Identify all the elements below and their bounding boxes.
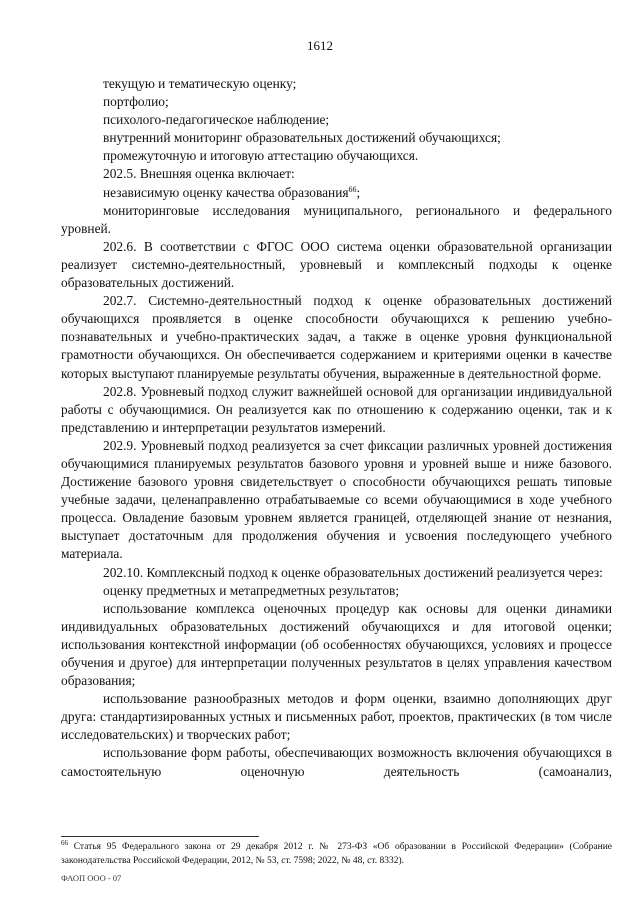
- paragraph: 202.10. Комплексный подход к оценке образовательных достижений реализуется через:: [103, 564, 603, 580]
- paragraph: использование форм работы, обеспечивающих возможность включения обучающихся в самостоятельную оценочную деятельность (самоанализ,: [61, 745, 612, 779]
- footnote: [61, 841, 612, 868]
- paragraph-with-footnote: [61, 184, 612, 202]
- footnote-ref: 66: [348, 184, 357, 194]
- paragraph: мониторинговые исследования муниципального, регионального и федерального уровней.: [61, 202, 612, 236]
- footnote-divider: [61, 836, 259, 837]
- paragraph: портфолио;: [103, 94, 169, 110]
- paragraph: использование разнообразных методов и форм оценки, взаимно дополняющих друг друга: стандартизированных устных и письменных работ, проектов, практических (в том числе исследовательских) и творческих работ;: [61, 691, 612, 743]
- page-number: 1612: [307, 38, 333, 53]
- paragraph: 202.7. Системно-деятельностный подход к оценке образовательных достижений обучающихся проявляется в оценке способности обучающихся к решению учебно-познавательных и учебно-практических задач, а также в оценке уровня функциональной грамотности обучающихся. Он обеспечивается содержанием и критериями оценки в качестве которых выступают планируемые результаты обучения, выраженные в деятельностной форме.: [61, 293, 612, 381]
- paragraph: 202.9. Уровневый подход реализуется за счет фиксации различных уровней достижения обучающимися планируемых результатов базового уровня и уровней выше и ниже базового. Достижение базового уровня свидетельствует о способности обучающихся решать типовые учебные задачи, целенаправленно отрабатываемые со всеми обучающимися в ходе учебного процесса. Овладение базовым уровнем является границей, отделяющей знание от незнания, выступает достаточным для продолжения обучения и усвоения последующего учебного материала.: [61, 437, 612, 562]
- footnote-marker: 66: [61, 839, 68, 847]
- paragraph: оценку предметных и метапредметных результатов;: [103, 582, 400, 598]
- paragraph: текущую и тематическую оценку;: [103, 76, 297, 91]
- document-code: ФАОП ООО - 07: [61, 873, 122, 883]
- paragraph: 202.8. Уровневый подход служит важнейшей основой для организации индивидуальной работы с обучающимися. Он реализуется как по отношению к содержанию оценки, так и к представлению и интерпретации результатов измерений.: [61, 383, 612, 435]
- paragraph: внутренний мониторинг образовательных достижений обучающихся;: [103, 130, 501, 146]
- paragraph: 202.6. В соответствии с ФГОС ООО система оценки образовательной организации реализует системно-деятельностный, уровневый и комплексный подходы к оценке образовательных достижений.: [61, 238, 612, 291]
- paragraph-text: независимую оценку качества образования: [103, 184, 349, 200]
- paragraph: промежуточную и итоговую аттестацию обучающихся.: [103, 148, 419, 164]
- body-text: [61, 75, 612, 781]
- paragraph: психолого-педагогическое наблюдение;: [103, 112, 330, 128]
- paragraph-suffix: ;: [356, 184, 361, 200]
- footnote-text: Статья 95 Федерального закона от 29 декабря 2012 г. № 273-ФЗ «Об образовании в Российской Федерации» (Собрание законодательства Российской Федерации, 2012, № 53, ст. 7598; 2022, № 48, ст. 8332).: [61, 842, 612, 866]
- paragraph: 202.5. Внешняя оценка включает:: [103, 166, 295, 182]
- paragraph: использование комплекса оценочных процедур как основы для оценки динамики индивидуальных образовательных достижений обучающихся и для итоговой оценки; использования контекстной информации (об особенностях обучающихся, условиях и процессе обучения и другое) для интерпретации полученных результатов в целях управления качеством образования;: [61, 600, 612, 689]
